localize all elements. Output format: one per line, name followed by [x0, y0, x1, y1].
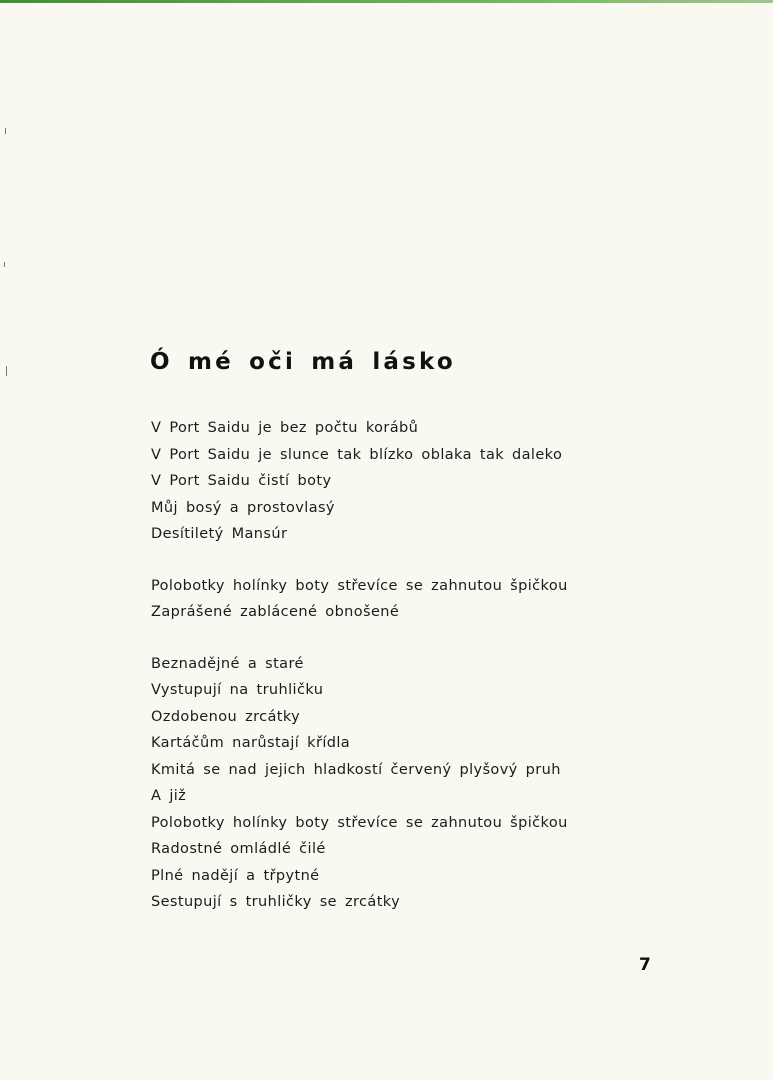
poem-line: Polobotky holínky boty střevíce se zahnutou špičkou [151, 814, 568, 831]
poem-line: V Port Saidu čistí boty [151, 473, 332, 489]
poem-line: Kmitá se nad jejich hladkostí červený plyšový pruh [151, 761, 561, 778]
margin-mark [5, 128, 6, 134]
poem-line: Desítiletý Mansúr [151, 526, 288, 542]
stanza [151, 415, 751, 548]
poem-line: Kartáčům narůstají křídla [151, 735, 351, 751]
stanza [151, 651, 751, 916]
margin-mark [4, 262, 5, 267]
poem-line: Plné nadějí a třpytné [151, 867, 320, 884]
margin-mark [6, 366, 7, 376]
poem-line: Zaprášené zablácené obnošené [151, 604, 400, 620]
stanza [151, 573, 751, 626]
poem-line: V Port Saidu je bez počtu korábů [151, 420, 419, 436]
poem-line: Můj bosý a prostovlasý [151, 499, 335, 516]
poem-line: Beznadějné a staré [151, 655, 304, 672]
poem-body [151, 415, 751, 941]
poem-line: V Port Saidu je slunce tak blízko oblaka tak daleko [151, 446, 563, 463]
poem-line: Vystupují na truhličku [151, 682, 324, 698]
poem-line: Ozdobenou zrcátky [151, 708, 301, 725]
poem-line: Radostné omládlé čilé [151, 841, 326, 857]
poem-line: A již [151, 788, 187, 804]
poem-line: Sestupují s truhličky se zrcátky [151, 894, 401, 910]
poem-line: Polobotky holínky boty střevíce se zahnutou špičkou [151, 577, 568, 594]
page-number: 7 [639, 955, 651, 975]
poem-title: Ó mé oči má lásko [150, 349, 456, 375]
